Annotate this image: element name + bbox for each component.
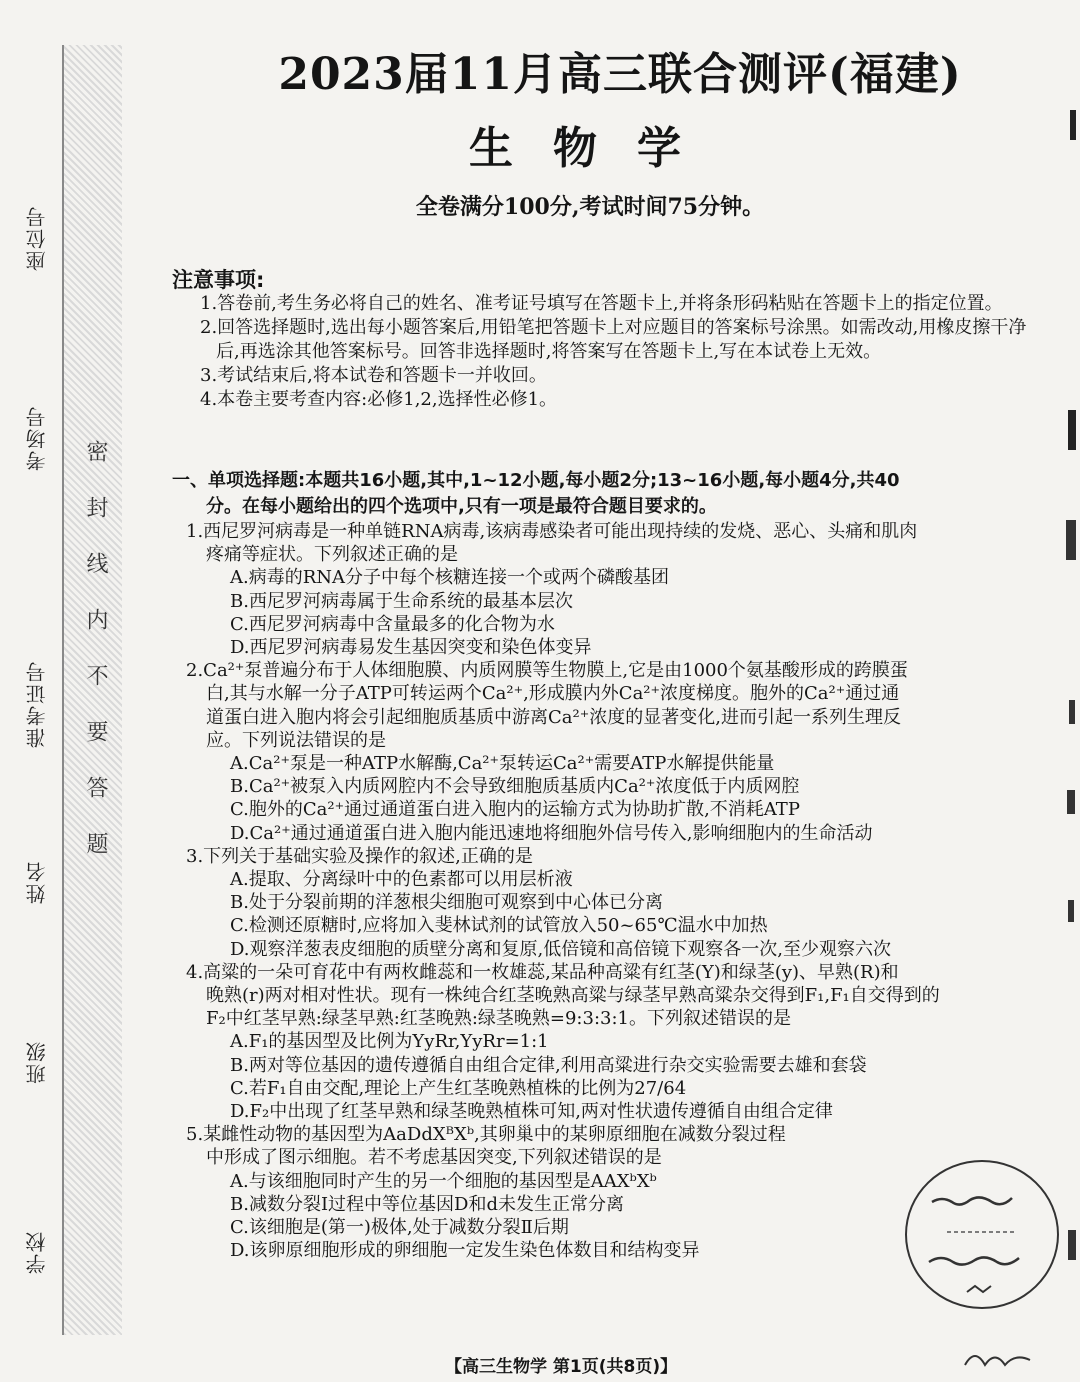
option-c: C.胞外的Ca²⁺通过通道蛋白进入胞内的运输方式为协助扩散,不消耗ATP bbox=[230, 799, 800, 821]
question-1 bbox=[172, 520, 1042, 659]
notice-item: 1.答卷前,考生务必将自己的姓名、准考证号填写在答题卡上,并将条形码粘贴在答题卡上的指定位置。 bbox=[200, 293, 1003, 314]
page-footer: 【高三生物学 第1页(共8页)】 bbox=[445, 1357, 678, 1377]
cell-diagram-figure bbox=[905, 1160, 1059, 1309]
question-stem: 疼痛等症状。下列叙述正确的是 bbox=[206, 544, 458, 566]
question-stem: F₂中红茎早熟:绿茎早熟:红茎晚熟:绿茎晚熟=9:3:3:1。下列叙述错误的是 bbox=[206, 1008, 791, 1030]
question-list bbox=[172, 520, 1042, 1263]
binding-margin bbox=[0, 0, 150, 1378]
scan-edge bbox=[1060, 0, 1080, 1378]
question-stem: 4.高粱的一朵可育花中有两枚雌蕊和一枚雄蕊,某品种高粱有红茎(Y)和绿茎(y)、早熟(R)和 bbox=[186, 961, 899, 983]
question-stem: 晚熟(r)两对相对性状。现有一株纯合红茎晚熟高粱与绿茎早熟高粱杂交得到F₁,F₁自交得到的 bbox=[206, 985, 940, 1007]
option-a: A.提取、分离绿叶中的色素都可以用层析液 bbox=[230, 869, 573, 891]
option-a: A.F₁的基因型及比例为YyRr,YyRr=1:1 bbox=[230, 1031, 549, 1053]
exam-info: 全卷满分100分,考试时间75分钟。 bbox=[415, 194, 765, 220]
option-d: D.Ca²⁺通过通道蛋白进入胞内能迅速地将细胞外信号传入,影响细胞内的生命活动 bbox=[230, 822, 873, 844]
school-label: 学校 bbox=[25, 1230, 49, 1274]
notice-heading: 注意事项: bbox=[172, 268, 265, 292]
option-a: A.与该细胞同时产生的另一个细胞的基因型是AAXᵇXᵇ bbox=[230, 1170, 657, 1192]
option-d: D.观察洋葱表皮细胞的质壁分离和复原,低倍镜和高倍镜下观察各一次,至少观察六次 bbox=[230, 938, 891, 960]
question-stem: 道蛋白进入胞内将会引起细胞质基质中游离Ca²⁺浓度的显著变化,进而引起一系列生理反 bbox=[206, 706, 901, 728]
question-stem: 中形成了图示细胞。若不考虑基因突变,下列叙述错误的是 bbox=[206, 1147, 662, 1169]
question-stem: 白,其与水解一分子ATP可转运两个Ca²⁺,形成膜内外Ca²⁺浓度梯度。胞外的Ca²⁺通过通 bbox=[206, 683, 900, 705]
option-a: A.Ca²⁺泵是一种ATP水解酶,Ca²⁺泵转运Ca²⁺需要ATP水解提供能量 bbox=[230, 753, 775, 775]
option-c: C.西尼罗河病毒中含量最多的化合物为水 bbox=[230, 613, 555, 635]
option-d: D.该卵原细胞形成的卵细胞一定发生染色体数目和结构变异 bbox=[230, 1240, 700, 1262]
exam-room-label: 考场号 bbox=[25, 405, 49, 471]
option-c: C.若F₁自由交配,理论上产生红茎晚熟植株的比例为27/64 bbox=[230, 1077, 687, 1099]
question-stem: 3.下列关于基础实验及操作的叙述,正确的是 bbox=[186, 845, 533, 867]
question-stem: 5.某雌性动物的基因型为AaDdXᴮXᵇ,其卵巢中的某卵原细胞在减数分裂过程 bbox=[186, 1124, 786, 1146]
question-stem: 1.西尼罗河病毒是一种单链RNA病毒,该病毒感染者可能出现持续的发烧、恶心、头痛和肌肉 bbox=[186, 521, 918, 542]
option-c: C.该细胞是(第一)极体,处于减数分裂Ⅱ后期 bbox=[230, 1217, 569, 1239]
seat-number-label: 座位号 bbox=[25, 205, 49, 271]
option-b: B.西尼罗河病毒属于生命系统的最基本层次 bbox=[230, 590, 573, 612]
notice-item: 3.考试结束后,将本试卷和答题卡一并收回。 bbox=[200, 365, 547, 386]
option-a: A.病毒的RNA分子中每个核糖连接一个或两个磷酸基团 bbox=[230, 567, 670, 589]
section-line: 分。在每小题给出的四个选项中,只有一项是最符合题目要求的。 bbox=[206, 496, 717, 517]
option-b: B.Ca²⁺被泵入内质网腔内不会导致细胞质基质内Ca²⁺浓度低于内质网腔 bbox=[230, 776, 800, 798]
subject-title: 生物学 bbox=[469, 123, 721, 174]
option-d: D.F₂中出现了红茎早熟和绿茎晚熟植株可知,两对性状遗传遵循自由组合定律 bbox=[230, 1101, 833, 1123]
class-label: 班级 bbox=[25, 1040, 49, 1084]
option-c: C.检测还原糖时,应将加入斐林试剂的试管放入50~65℃温水中加热 bbox=[230, 915, 768, 937]
option-d: D.西尼罗河病毒易发生基因突变和染色体变异 bbox=[230, 637, 592, 659]
name-label: 姓名 bbox=[25, 860, 49, 904]
question-stem: 应。下列说法错误的是 bbox=[206, 729, 386, 751]
section-heading bbox=[172, 468, 1042, 520]
seal-line-note: 密封线内不要答题 bbox=[83, 440, 108, 888]
notice-item: 2.回答选择题时,选出每小题答案后,用铅笔把答题卡上对应题目的答案标号涂黑。如需改动,用橡皮擦干净后,再选涂其他答案标号。回答非选择题时,将答案写在答题卡上,写在本试卷上无效。 bbox=[200, 317, 1027, 362]
notice-block bbox=[172, 268, 1042, 412]
cell-diagram-icon bbox=[907, 1162, 1057, 1307]
question-4 bbox=[172, 961, 1042, 1123]
option-b: B.减数分裂Ⅰ过程中等位基因D和d未发生正常分离 bbox=[230, 1193, 625, 1215]
admission-number-label: 准考证号 bbox=[25, 660, 49, 748]
question-2 bbox=[172, 659, 1042, 845]
notice-item: 4.本卷主要考查内容:必修1,2,选择性必修1。 bbox=[200, 389, 558, 410]
scribble-mark bbox=[960, 1345, 1040, 1379]
option-b: B.处于分裂前期的洋葱根尖细胞可观察到中心体已分离 bbox=[230, 892, 663, 914]
exam-title: 2023届11月高三联合测评(福建) bbox=[278, 49, 962, 100]
question-stem: 2.Ca²⁺泵普遍分布于人体细胞膜、内质网膜等生物膜上,它是由1000个氨基酸形成的跨膜蛋 bbox=[186, 660, 908, 682]
question-3 bbox=[172, 845, 1042, 961]
section-line: 一、单项选择题:本题共16小题,其中,1~12小题,每小题2分;13~16小题,每小题4分,共40 bbox=[172, 470, 900, 491]
option-b: B.两对等位基因的遗传遵循自由组合定律,利用高粱进行杂交实验需要去雄和套袋 bbox=[230, 1054, 867, 1076]
